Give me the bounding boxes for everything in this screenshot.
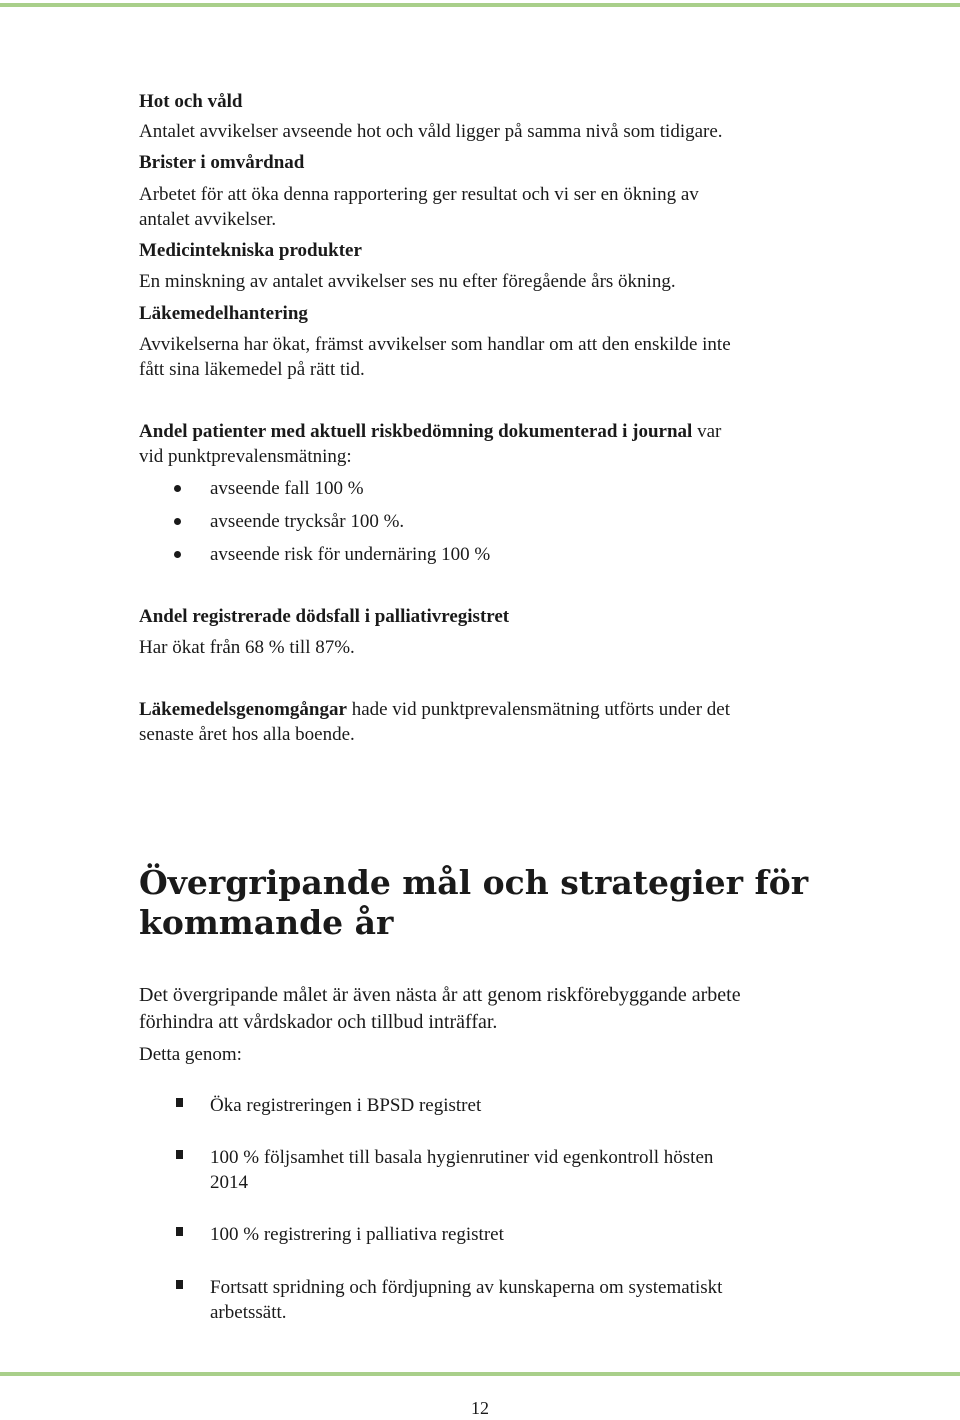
heading-palliativ: Andel registrerade dödsfall i palliativregistret <box>139 606 510 627</box>
text-lakemedel-line2: fått sina läkemedel på rätt tid. <box>139 359 365 380</box>
genomgangar-line1 <box>139 697 730 723</box>
goals-intro-line1: Det övergripande målet är även nästa år att genom riskförebyggande arbete <box>139 984 741 1006</box>
bullet-dot-icon <box>174 551 181 558</box>
heading-hot-och-vald: Hot och våld <box>139 91 243 112</box>
text-brister-line1: Arbetet för att öka denna rapportering ger resultat och vi ser en ökning av <box>139 184 699 205</box>
risk-item: avseende risk för undernäring 100 % <box>210 544 491 565</box>
genomgangar-line2: senaste året hos alla boende. <box>139 724 355 745</box>
goal-item: 100 % följsamhet till basala hygienrutiner vid egenkontroll hösten <box>210 1147 714 1168</box>
goals-heading-line2: kommande år <box>139 903 394 942</box>
text-brister-line2: antalet avvikelser. <box>139 209 277 230</box>
heading-lakemedelhantering: Läkemedelhantering <box>139 303 308 324</box>
text-medicintekniska: En minskning av antalet avvikelser ses nu efter föregående års ökning. <box>139 271 676 292</box>
square-bullet-icon <box>176 1150 183 1159</box>
genomgangar-bold-lead: Läkemedelsgenomgångar <box>139 699 347 720</box>
square-bullet-icon <box>176 1098 183 1107</box>
page-number: 12 <box>471 1398 489 1418</box>
goal-item: Fortsatt spridning och fördjupning av kunskaperna om systematiskt <box>210 1277 723 1298</box>
text-lakemedel-line1: Avvikelserna har ökat, främst avvikelser som handlar om att den enskilde inte <box>139 334 731 355</box>
goal-item: Öka registreringen i BPSD registret <box>210 1095 482 1116</box>
text-hot-och-vald: Antalet avvikelser avseende hot och våld ligger på samma nivå som tidigare. <box>139 121 723 142</box>
text-palliativ: Har ökat från 68 % till 87%. <box>139 637 355 658</box>
footer-rule <box>0 1372 960 1376</box>
heading-brister: Brister i omvårdnad <box>139 152 305 173</box>
goal-item: 100 % registrering i palliativa registret <box>210 1224 504 1245</box>
risk-rest: var <box>692 421 722 442</box>
heading-medicintekniska: Medicintekniska produkter <box>139 240 362 261</box>
square-bullet-icon <box>176 1227 183 1236</box>
genomgangar-rest: hade vid punktprevalensmätning utförts under det <box>346 699 731 720</box>
bullet-dot-icon <box>174 485 181 492</box>
risk-paragraph-line2: vid punktprevalensmätning: <box>139 446 352 467</box>
square-bullet-icon <box>176 1280 183 1289</box>
risk-bold-lead: Andel patienter med aktuell riskbedömning dokumenterad i journal <box>139 421 693 442</box>
goal-item-continuation: arbetssätt. <box>210 1302 287 1323</box>
risk-item: avseende trycksår 100 %. <box>210 511 405 532</box>
goal-item-continuation: 2014 <box>210 1172 248 1193</box>
risk-item: avseende fall 100 % <box>210 478 364 499</box>
goals-heading-line1: Övergripande mål och strategier för <box>139 863 809 902</box>
goals-lead: Detta genom: <box>139 1044 242 1065</box>
goals-intro-line2: förhindra att vårdskador och tillbud inträffar. <box>139 1011 498 1033</box>
risk-paragraph-line1 <box>139 419 721 445</box>
header-rule <box>0 3 960 7</box>
bullet-dot-icon <box>174 518 181 525</box>
